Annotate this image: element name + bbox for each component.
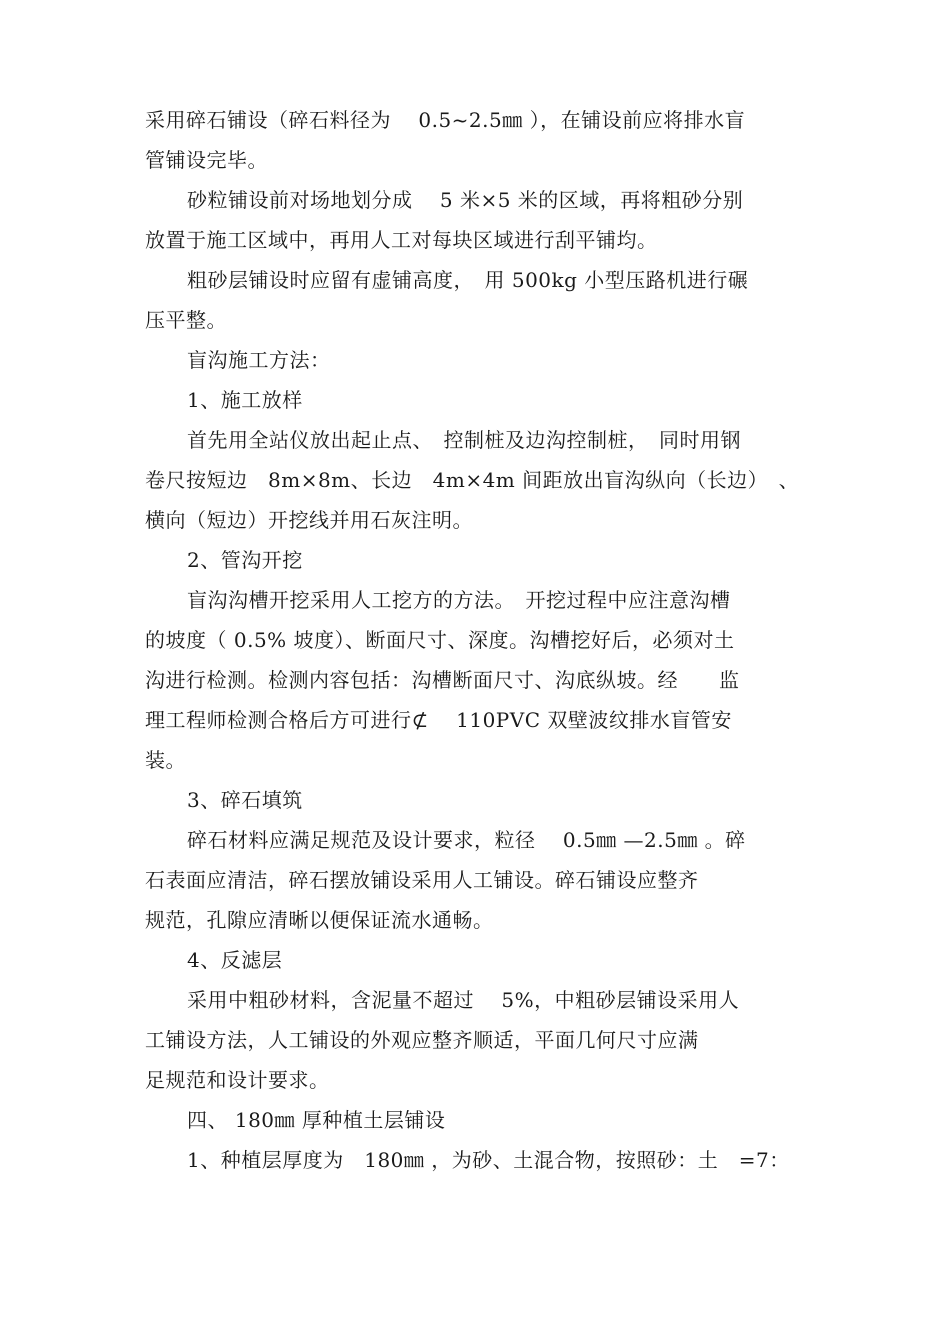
text-line: 首先用全站仪放出起止点、 控制桩及边沟控制桩， 同时用钢 — [187, 428, 741, 452]
text-line: 管铺设完毕。 — [145, 148, 268, 172]
text-line: 理工程师检测合格后方可进行⊄ 110PVC 双壁波纹排水盲管安 — [145, 708, 732, 732]
section-heading: 盲沟施工方法： — [187, 348, 331, 372]
section-heading: 2、管沟开挖 — [187, 548, 303, 572]
text-line: 装。 — [145, 748, 186, 772]
text-line: 采用中粗砂材料，含泥量不超过 5%，中粗砂层铺设采用人 — [187, 988, 740, 1012]
section-heading: 四、 180㎜ 厚种植土层铺设 — [187, 1108, 446, 1132]
text-line: 卷尺按短边 8m×8m、长边 4m×4m 间距放出盲沟纵向（长边） 、 — [145, 468, 800, 492]
section-heading: 3、碎石填筑 — [187, 788, 303, 812]
text-line: 横向（短边）开挖线并用石灰注明。 — [145, 508, 473, 532]
section-heading: 4、反滤层 — [187, 948, 283, 972]
text-line: 放置于施工区域中，再用人工对每块区域进行刮平铺均。 — [145, 228, 658, 252]
text-line: 足规范和设计要求。 — [145, 1068, 330, 1092]
text-line: 粗砂层铺设时应留有虚铺高度， 用 500kg 小型压路机进行碾 — [187, 268, 749, 292]
section-heading: 1、施工放样 — [187, 388, 303, 412]
text-line: 采用碎石铺设（碎石料径为 0.5~2.5㎜ ），在铺设前应将排水盲 — [145, 108, 746, 132]
text-line: 1、种植层厚度为 180㎜ ，为砂、土混合物，按照砂：土 =7： — [187, 1148, 790, 1172]
text-line: 的坡度（ 0.5% 坡度）、断面尺寸、深度。沟槽挖好后，必须对土 — [145, 628, 735, 652]
text-line: 压平整。 — [145, 308, 227, 332]
text-line: 工铺设方法，人工铺设的外观应整齐顺适，平面几何尺寸应满 — [145, 1028, 699, 1052]
text-line: 碎石材料应满足规范及设计要求，粒径 0.5㎜ —2.5㎜ 。碎 — [187, 828, 746, 852]
text-line: 石表面应清洁，碎石摆放铺设采用人工铺设。碎石铺设应整齐 — [145, 868, 699, 892]
text-line: 盲沟沟槽开挖采用人工挖方的方法。 开挖过程中应注意沟槽 — [187, 588, 731, 612]
text-line: 沟进行检测。检测内容包括：沟槽断面尺寸、沟底纵坡。经 监 — [145, 668, 740, 692]
text-line: 规范，孔隙应清晰以便保证流水通畅。 — [145, 908, 494, 932]
text-line: 砂粒铺设前对场地划分成 5 米×5 米的区域，再将粗砂分别 — [187, 188, 744, 212]
